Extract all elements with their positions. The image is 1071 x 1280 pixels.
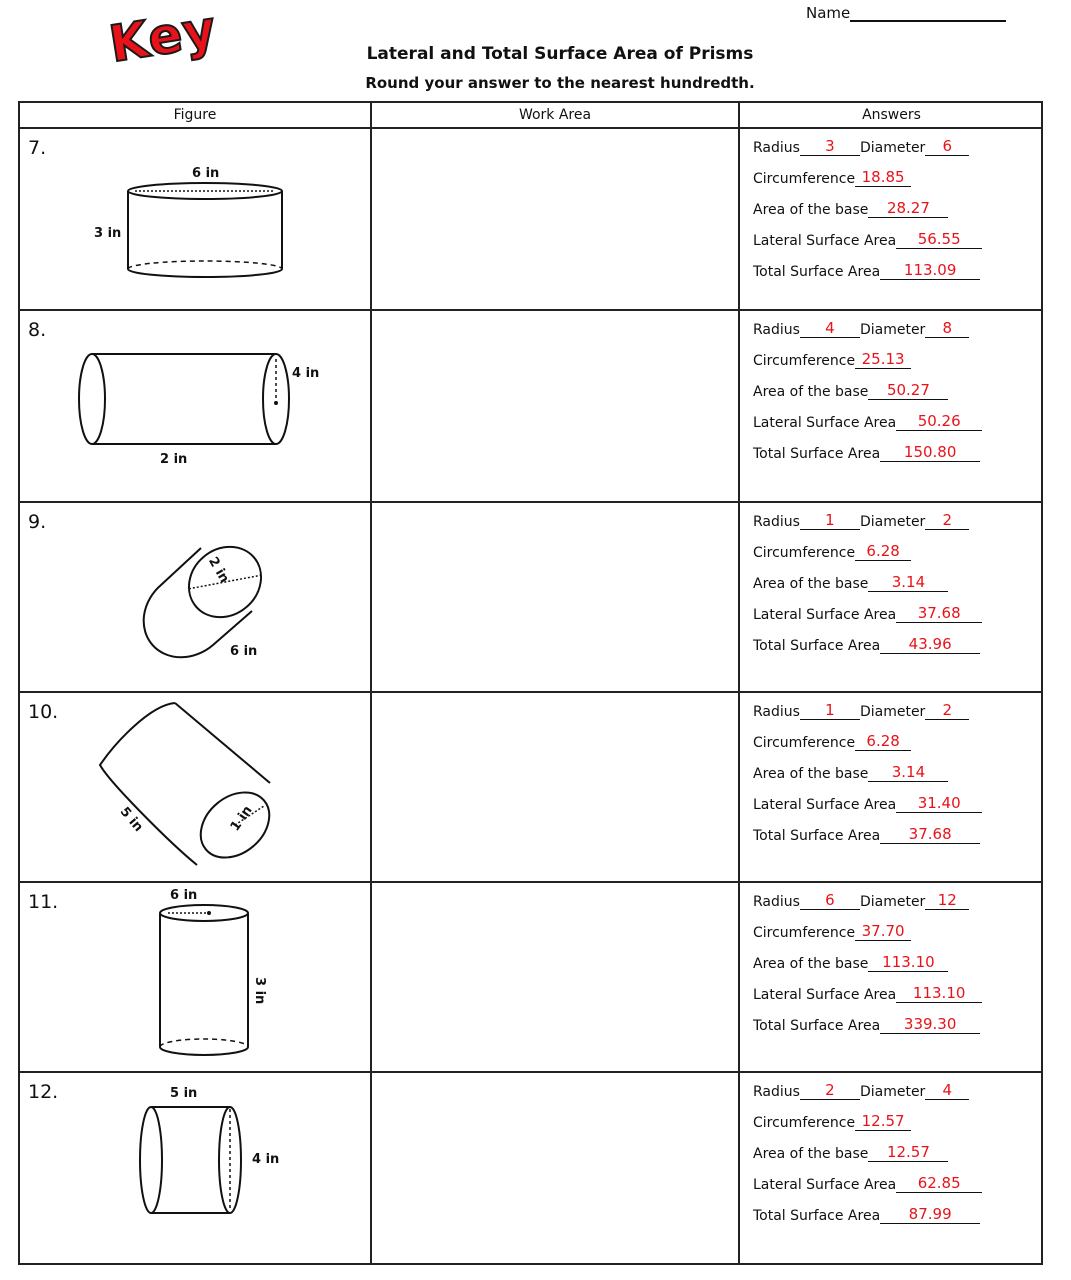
answer-line-radius-diameter (753, 505, 1043, 536)
name-blank[interactable] (850, 8, 1006, 22)
diameter-answer-field[interactable] (925, 701, 969, 720)
radius-label: Radius (753, 140, 800, 156)
radius-value: 1 (825, 511, 835, 529)
dim-label-height: 6 in (230, 644, 258, 659)
radius-value: 1 (825, 701, 835, 719)
total-area-value: 113.09 (903, 261, 957, 279)
base-area-value: 12.57 (886, 1143, 930, 1161)
figure-cell (20, 129, 370, 309)
answer-line-circumference (753, 726, 1043, 757)
diameter-answer-field[interactable] (925, 1081, 969, 1100)
answer-line-base-area (753, 947, 1043, 978)
diameter-answer-field[interactable] (925, 891, 969, 910)
diameter-value: 2 (942, 511, 953, 529)
worksheet-instruction: Round your answer to the nearest hundredth. (365, 74, 755, 92)
circumference-answer-field[interactable] (855, 1112, 911, 1131)
total-area-answer-field[interactable] (880, 443, 980, 462)
lateral-area-value: 50.26 (917, 412, 961, 430)
dim-label-diameter: 4 in (252, 1152, 280, 1167)
radius-answer-field[interactable] (800, 891, 860, 910)
total-area-answer-field[interactable] (880, 1015, 980, 1034)
dim-label-radius: 1 in (227, 803, 256, 835)
radius-value: 3 (825, 137, 835, 155)
base-area-label: Area of the base (753, 1146, 869, 1162)
answer-line-total (753, 819, 1043, 850)
circumference-value: 37.70 (861, 922, 905, 940)
answer-key-label: Key (105, 0, 221, 74)
radius-answer-field[interactable] (800, 701, 860, 720)
base-area-value: 3.14 (891, 573, 926, 591)
lateral-area-label: Lateral Surface Area (753, 607, 897, 623)
lateral-area-answer-field[interactable] (896, 604, 982, 623)
diameter-value: 2 (942, 701, 953, 719)
lateral-area-value: 31.40 (917, 794, 961, 812)
answer-line-total (753, 437, 1043, 468)
radius-label: Radius (753, 514, 800, 530)
base-area-label: Area of the base (753, 956, 869, 972)
problem-row (20, 129, 1041, 311)
column-header-answers: Answers (740, 103, 1043, 129)
radius-answer-field[interactable] (800, 511, 860, 530)
answer-line-base-area (753, 193, 1043, 224)
circumference-label: Circumference (753, 545, 856, 561)
circumference-value: 25.13 (861, 350, 905, 368)
base-area-answer-field[interactable] (868, 573, 948, 592)
circumference-answer-field[interactable] (855, 542, 911, 561)
diameter-answer-field[interactable] (925, 319, 969, 338)
answer-line-lateral (753, 978, 1043, 1009)
answer-line-circumference (753, 536, 1043, 567)
total-area-value: 37.68 (908, 825, 952, 843)
answers-cell (747, 129, 1043, 309)
lateral-area-answer-field[interactable] (896, 1174, 982, 1193)
answers-cell (747, 1073, 1043, 1265)
diameter-value: 4 (942, 1081, 953, 1099)
diameter-value: 6 (942, 137, 953, 155)
figure-cell (20, 1073, 370, 1265)
dim-label-height: 2 in (160, 452, 188, 467)
dim-label-height: 5 in (170, 1086, 198, 1101)
problem-number: 7. (28, 137, 47, 159)
name-field (806, 4, 1006, 22)
dim-label-length: 5 in (116, 804, 146, 835)
total-area-value: 339.30 (903, 1015, 957, 1033)
diameter-value: 12 (937, 891, 957, 909)
diameter-label: Diameter (859, 894, 926, 910)
dim-label-height: 3 in (252, 977, 267, 1005)
circumference-value: 18.85 (861, 168, 905, 186)
problem-number: 11. (28, 891, 59, 913)
radius-value: 2 (825, 1081, 835, 1099)
diameter-label: Diameter (859, 514, 926, 530)
circumference-label: Circumference (753, 925, 856, 941)
cylinder-figure (20, 1073, 370, 1265)
total-area-label: Total Surface Area (753, 446, 881, 462)
column-divider (738, 103, 740, 1263)
cylinder-figure (20, 503, 370, 693)
answer-line-total (753, 1199, 1043, 1230)
total-area-value: 43.96 (908, 635, 952, 653)
dim-label-diameter: 2 in (205, 554, 232, 586)
answer-line-radius-diameter (753, 131, 1043, 162)
answer-line-circumference (753, 344, 1043, 375)
base-area-label: Area of the base (753, 202, 869, 218)
answers-cell (747, 693, 1043, 881)
base-area-label: Area of the base (753, 576, 869, 592)
circumference-answer-field[interactable] (855, 350, 911, 369)
answer-line-base-area (753, 757, 1043, 788)
diameter-label: Diameter (859, 140, 926, 156)
circumference-answer-field[interactable] (855, 168, 911, 187)
total-area-label: Total Surface Area (753, 1208, 881, 1224)
cylinder-figure (20, 129, 370, 311)
total-area-answer-field[interactable] (880, 261, 980, 280)
circumference-label: Circumference (753, 171, 856, 187)
figure-cell (20, 883, 370, 1071)
circumference-label: Circumference (753, 1115, 856, 1131)
column-divider (370, 103, 372, 1263)
circumference-answer-field[interactable] (855, 732, 911, 751)
figure-cell (20, 503, 370, 691)
base-area-label: Area of the base (753, 766, 869, 782)
lateral-area-value: 56.55 (917, 230, 961, 248)
radius-answer-field[interactable] (800, 319, 860, 338)
answer-line-radius-diameter (753, 1075, 1043, 1106)
answer-line-radius-diameter (753, 695, 1043, 726)
radius-label: Radius (753, 322, 800, 338)
base-area-value: 28.27 (886, 199, 930, 217)
total-area-label: Total Surface Area (753, 264, 881, 280)
problem-row (20, 503, 1041, 693)
diameter-answer-field[interactable] (925, 511, 969, 530)
dim-label-diameter: 6 in (170, 888, 198, 903)
circumference-label: Circumference (753, 353, 856, 369)
lateral-area-value: 113.10 (912, 984, 966, 1002)
radius-value: 4 (825, 319, 835, 337)
base-area-value: 50.27 (886, 381, 930, 399)
radius-answer-field[interactable] (800, 1081, 860, 1100)
problem-number: 9. (28, 511, 47, 533)
answers-cell (747, 503, 1043, 691)
total-area-value: 150.80 (903, 443, 957, 461)
problem-number: 8. (28, 319, 47, 341)
total-area-label: Total Surface Area (753, 1018, 881, 1034)
radius-label: Radius (753, 1084, 800, 1100)
lateral-area-value: 37.68 (917, 604, 961, 622)
base-area-value: 113.10 (882, 953, 935, 971)
radius-label: Radius (753, 894, 800, 910)
cylinder-figure (20, 693, 370, 883)
answer-line-lateral (753, 1168, 1043, 1199)
lateral-area-answer-field[interactable] (896, 984, 982, 1003)
lateral-area-label: Lateral Surface Area (753, 415, 897, 431)
lateral-area-answer-field[interactable] (896, 230, 982, 249)
dim-label-top: 6 in (192, 166, 220, 181)
cylinder-figure (20, 883, 370, 1073)
radius-value: 6 (825, 891, 835, 909)
total-area-answer-field[interactable] (880, 825, 980, 844)
base-area-answer-field[interactable] (868, 763, 948, 782)
answer-line-circumference (753, 162, 1043, 193)
base-area-answer-field[interactable] (868, 381, 948, 400)
cylinder-figure (20, 311, 370, 503)
lateral-area-value: 62.85 (917, 1174, 961, 1192)
base-area-answer-field[interactable] (868, 953, 948, 972)
problem-row (20, 693, 1041, 883)
total-area-label: Total Surface Area (753, 638, 881, 654)
lateral-area-answer-field[interactable] (896, 794, 982, 813)
column-header-work-area: Work Area (372, 103, 738, 129)
answers-cell (747, 311, 1043, 501)
diameter-value: 8 (942, 319, 953, 337)
lateral-area-label: Lateral Surface Area (753, 233, 897, 249)
circumference-value: 6.28 (866, 732, 900, 750)
answer-line-total (753, 1009, 1043, 1040)
diameter-label: Diameter (859, 704, 926, 720)
answer-line-radius-diameter (753, 885, 1043, 916)
answer-line-lateral (753, 788, 1043, 819)
problem-number: 10. (28, 701, 59, 723)
total-area-value: 87.99 (908, 1205, 952, 1223)
base-area-value: 3.14 (891, 763, 926, 781)
radius-label: Radius (753, 704, 800, 720)
worksheet-table (18, 101, 1043, 1265)
worksheet-title: Lateral and Total Surface Area of Prisms (366, 44, 754, 64)
circumference-value: 12.57 (861, 1112, 905, 1130)
base-area-answer-field[interactable] (868, 1143, 948, 1162)
answers-cell (747, 883, 1043, 1071)
circumference-value: 6.28 (866, 542, 900, 560)
circumference-answer-field[interactable] (855, 922, 911, 941)
column-header-figure: Figure (20, 103, 370, 129)
base-area-label: Area of the base (753, 384, 869, 400)
diameter-label: Diameter (859, 322, 926, 338)
circumference-label: Circumference (753, 735, 856, 751)
problem-number: 12. (28, 1081, 59, 1103)
total-area-answer-field[interactable] (880, 635, 980, 654)
diameter-label: Diameter (859, 1084, 926, 1100)
dim-label-side: 3 in (94, 226, 122, 241)
answer-line-base-area (753, 375, 1043, 406)
answer-line-base-area (753, 1137, 1043, 1168)
answer-line-lateral (753, 598, 1043, 629)
problem-row (20, 1073, 1041, 1265)
problem-row (20, 883, 1041, 1073)
answer-line-circumference (753, 1106, 1043, 1137)
answer-line-lateral (753, 406, 1043, 437)
answer-line-circumference (753, 916, 1043, 947)
answer-line-lateral (753, 224, 1043, 255)
total-area-label: Total Surface Area (753, 828, 881, 844)
lateral-area-label: Lateral Surface Area (753, 987, 897, 1003)
lateral-area-label: Lateral Surface Area (753, 797, 897, 813)
radius-answer-field[interactable] (800, 137, 860, 156)
dim-label-radius: 4 in (292, 366, 320, 381)
answer-line-radius-diameter (753, 313, 1043, 344)
base-area-answer-field[interactable] (868, 199, 948, 218)
problem-row (20, 311, 1041, 503)
total-area-answer-field[interactable] (880, 1205, 980, 1224)
answer-line-base-area (753, 567, 1043, 598)
name-label: Name (806, 4, 851, 22)
figure-cell (20, 311, 370, 501)
lateral-area-answer-field[interactable] (896, 412, 982, 431)
figure-cell (20, 693, 370, 881)
lateral-area-label: Lateral Surface Area (753, 1177, 897, 1193)
answer-line-total (753, 255, 1043, 286)
answer-line-total (753, 629, 1043, 660)
diameter-answer-field[interactable] (925, 137, 969, 156)
